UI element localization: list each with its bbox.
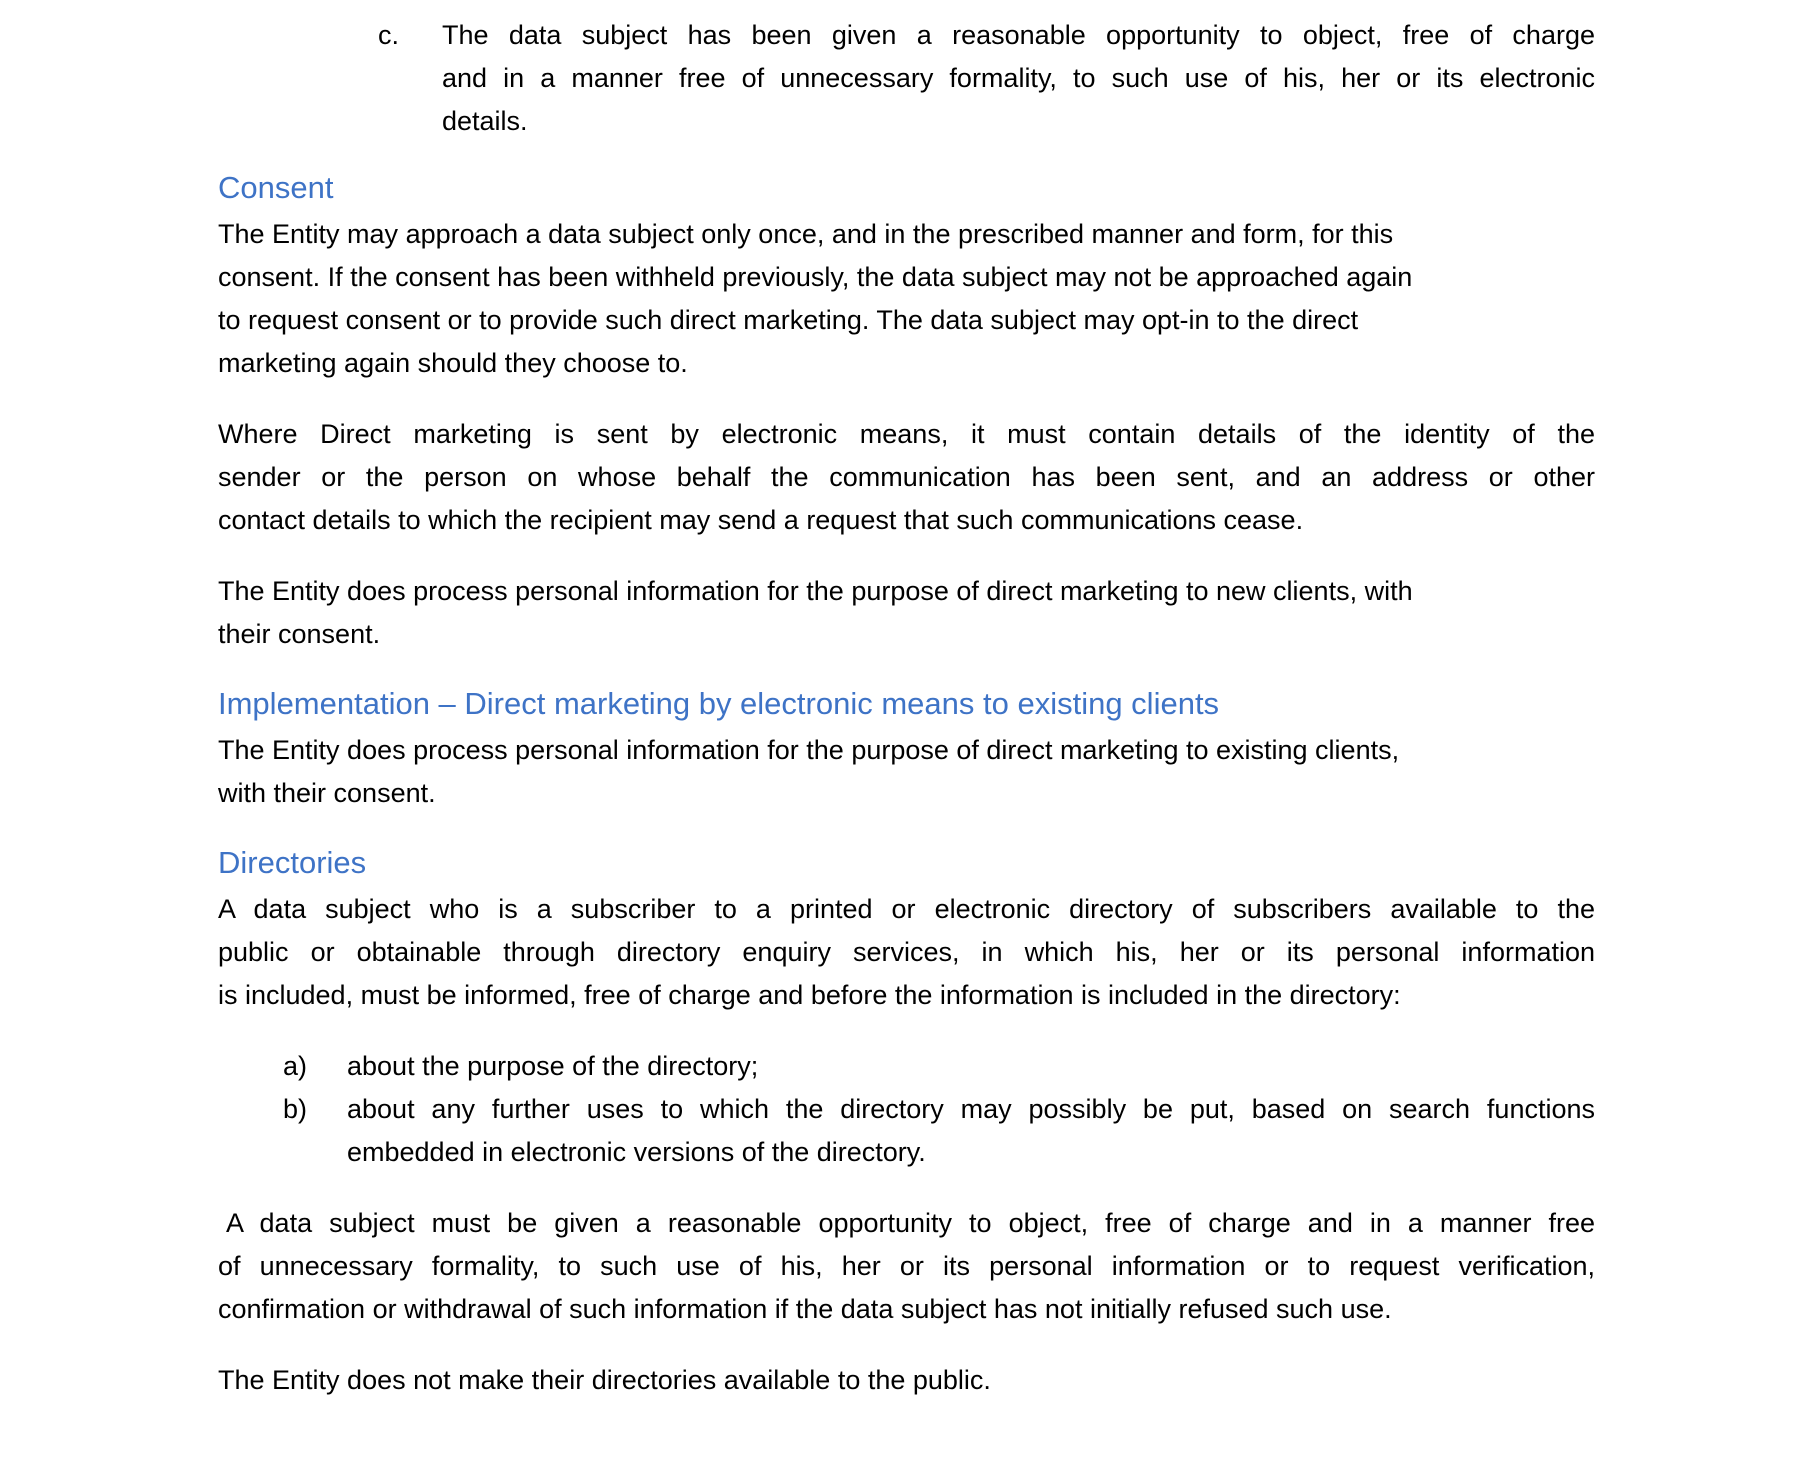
list-marker-a: a) (283, 1051, 308, 1081)
paragraph-consent-2 (218, 413, 1595, 542)
text-line: A data subject who is a subscriber to a printed or electronic directory of subscribers available to the (218, 894, 1595, 924)
text-line: marketing again should they choose to. (218, 348, 688, 378)
lettered-list-directories (218, 1045, 1595, 1174)
paragraph-consent-3 (218, 570, 1595, 656)
list-item-b-text (347, 1088, 1595, 1174)
section-heading-implementation: Implementation – Direct marketing by electronic means to existing clients (218, 686, 1220, 721)
text-line: about any further uses to which the directory may possibly be put, based on search functions (347, 1094, 1595, 1124)
text-line: Where Direct marketing is sent by electronic means, it must contain details of the identity of the (218, 419, 1595, 449)
text-line: with their consent. (218, 778, 436, 808)
list-item-b (283, 1088, 1595, 1174)
text-line: consent. If the consent has been withheld previously, the data subject may not be approached again (218, 262, 1413, 292)
lettered-list-intro (218, 14, 1595, 143)
text-line: The Entity does not make their directories available to the public. (218, 1365, 991, 1395)
text-line: of unnecessary formality, to such use of his, her or its personal information or to request verification, (218, 1251, 1595, 1281)
text-line: is included, must be informed, free of charge and before the information is included in the directory: (218, 980, 1401, 1010)
text-line: and in a manner free of unnecessary formality, to such use of his, her or its electronic (442, 63, 1595, 93)
paragraph-implementation-1 (218, 729, 1595, 815)
paragraph-directories-2 (218, 1202, 1595, 1331)
text-line: embedded in electronic versions of the directory. (347, 1137, 926, 1167)
text-line: The Entity does process personal information for the purpose of direct marketing to existing clients, (218, 735, 1400, 765)
text-line: about the purpose of the directory; (347, 1051, 759, 1081)
list-item-a (283, 1045, 1595, 1088)
section-heading-consent: Consent (218, 170, 334, 205)
list-item-a-text (347, 1045, 1595, 1088)
text-line: to request consent or to provide such direct marketing. The data subject may opt-in to the direct (218, 305, 1359, 335)
text-line: A data subject must be given a reasonable opportunity to object, free of charge and in a manner free (226, 1208, 1595, 1238)
text-line: confirmation or withdrawal of such information if the data subject has not initially refused such use. (218, 1294, 1392, 1324)
text-line: public or obtainable through directory enquiry services, in which his, her or its personal information (218, 937, 1595, 967)
paragraph-directories-3 (218, 1359, 1595, 1402)
list-item-c (378, 14, 1595, 143)
paragraph-consent-1 (218, 213, 1595, 385)
text-line: details. (442, 106, 528, 136)
list-marker-c: c. (378, 20, 400, 50)
text-line: contact details to which the recipient may send a request that such communications cease. (218, 505, 1304, 535)
text-line: The data subject has been given a reasonable opportunity to object, free of charge (442, 20, 1595, 50)
section-heading-directories: Directories (218, 845, 367, 880)
list-marker-b: b) (283, 1094, 308, 1124)
text-line: sender or the person on whose behalf the communication has been sent, and an address or other (218, 462, 1595, 492)
list-item-c-text (442, 14, 1595, 143)
text-line: The Entity may approach a data subject only once, and in the prescribed manner and form, for this (218, 219, 1394, 249)
text-line: The Entity does process personal information for the purpose of direct marketing to new clients, with (218, 576, 1413, 606)
text-line: their consent. (218, 619, 381, 649)
paragraph-directories-1 (218, 888, 1595, 1017)
